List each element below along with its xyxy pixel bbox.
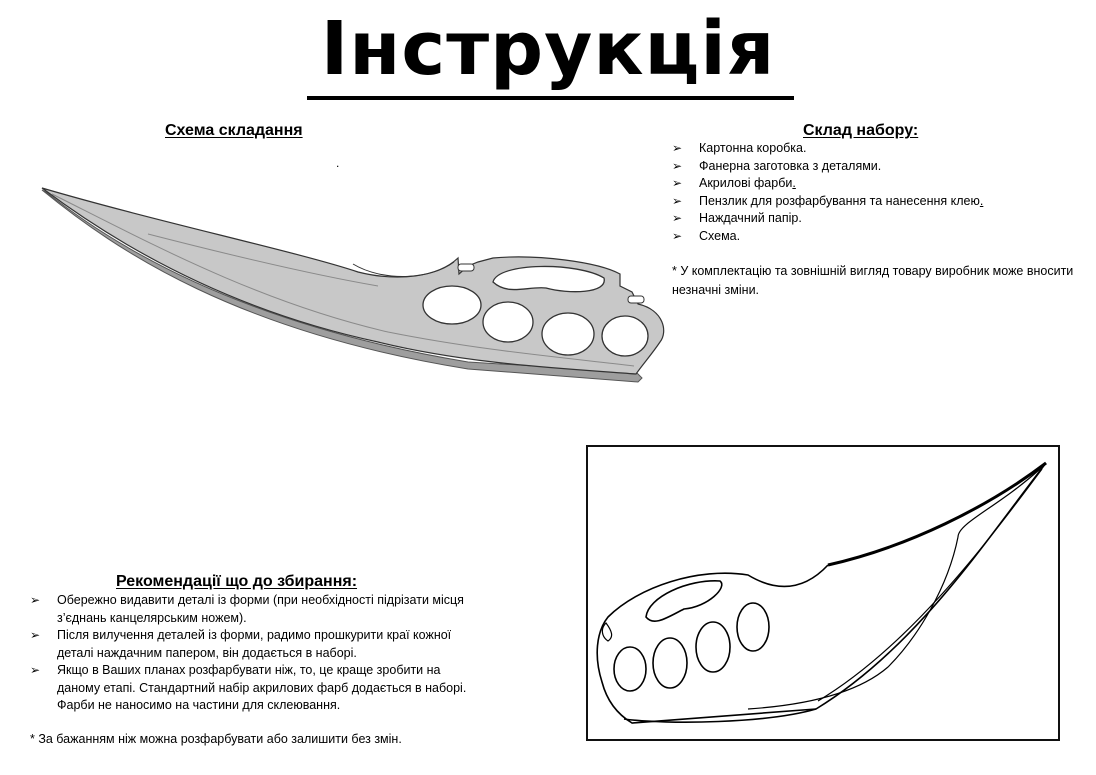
- page-title: Інструкція: [320, 6, 776, 92]
- arrowhead-bullet-icon: ➢: [672, 193, 683, 208]
- scheme-heading: Схема складання: [165, 122, 303, 139]
- knife-3d-illustration: [38, 182, 670, 387]
- knife-outline-frame: [586, 445, 1060, 741]
- recommendations-list: [30, 592, 480, 715]
- title-underline: [307, 96, 794, 100]
- arrowhead-bullet-icon: ➢: [30, 663, 41, 677]
- arrowhead-bullet-icon: ➢: [672, 141, 683, 155]
- kit-heading: Склад набору:: [803, 122, 919, 139]
- knife-outline-illustration: [588, 447, 1058, 739]
- arrowhead-bullet-icon: ➢: [672, 176, 683, 190]
- list-item: ➢ Акрилові фарби.: [672, 175, 1082, 193]
- scheme-dot: .: [336, 156, 340, 170]
- list-item: ➢ Фанерна заготовка з деталями.: [672, 158, 1082, 176]
- list-item: ➢ Після вилучення деталей із форми, радимо прошкурити краї кожної деталі наждачним папером, він додається в наборі.: [30, 628, 452, 660]
- kit-note: * У комплектацію та зовнішній вигляд товару виробник може вносити незначні зміни.: [672, 264, 1074, 297]
- arrowhead-bullet-icon: ➢: [672, 158, 683, 173]
- arrowhead-bullet-icon: ➢: [30, 593, 41, 607]
- arrowhead-bullet-icon: ➢: [672, 228, 683, 243]
- recommendations-note: * За бажанням ніж можна розфарбувати або залишити без змін.: [30, 732, 402, 746]
- list-item: ➢ Наждачний папір.: [672, 210, 1082, 228]
- list-item: ➢ Якщо в Ваших планах розфарбувати ніж, то, це краще зробити на даному етапі. Стандартний набір акрилових фарб додається в наборі. Фарби не наносимо на частини для склеювання.: [30, 663, 467, 712]
- kit-list: [672, 140, 1082, 245]
- list-item: ➢ Пензлик для розфарбування та нанесення клею.: [672, 193, 1082, 211]
- list-item: ➢ Обережно видавити деталі із форми (при необхідності підрізати місця з’єднань канцелярським ножем).: [30, 593, 464, 625]
- list-item: ➢ Схема.: [672, 228, 1082, 246]
- list-item: ➢ Картонна коробка.: [672, 140, 1082, 158]
- arrowhead-bullet-icon: ➢: [30, 628, 41, 642]
- recommendations-heading: Рекомендації що до збирання:: [116, 573, 358, 590]
- arrowhead-bullet-icon: ➢: [672, 211, 683, 225]
